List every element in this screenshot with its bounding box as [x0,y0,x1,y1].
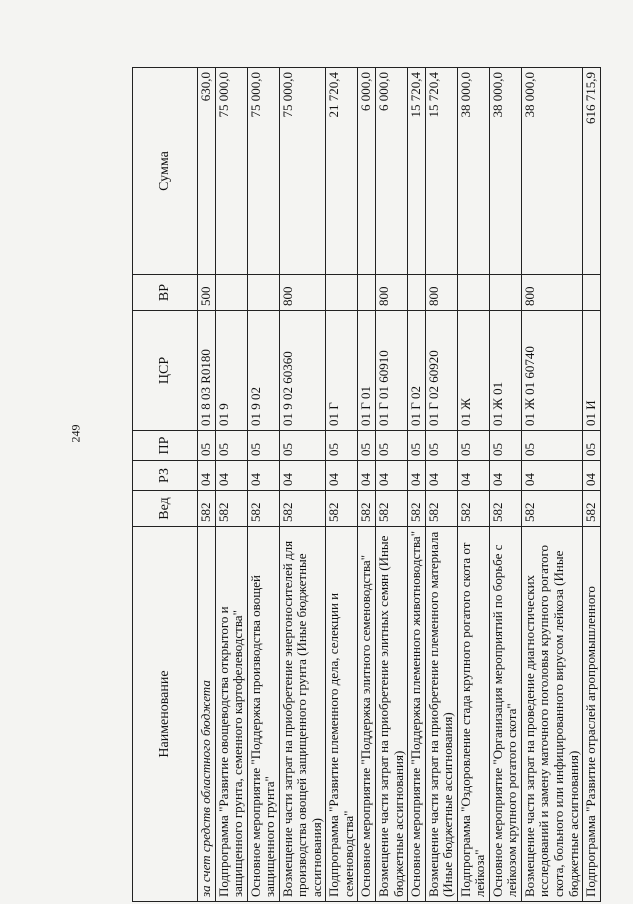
cell-csr: 01 Ж 01 [489,311,521,431]
table-row [408,68,426,902]
table-body [198,68,601,902]
cell-rz: 04 [279,461,326,491]
cell-pr: 05 [279,431,326,461]
cell-sum: 75 000,0 [279,68,326,275]
cell-pr: 05 [326,431,358,461]
cell-csr: 01 Ж 01 60740 [521,311,582,431]
column-header-csr: ЦСР [133,311,198,431]
cell-sum: 616 715,9 [583,68,601,275]
cell-sum: 15 720,4 [425,68,457,275]
column-header-rz: РЗ [133,461,198,491]
cell-vr [408,275,426,311]
cell-csr: 01 8 03 R0180 [198,311,216,431]
cell-ved: 582 [425,491,457,527]
cell-pr: 05 [425,431,457,461]
cell-vr: 800 [279,275,326,311]
table-row [247,68,279,902]
cell-name: Возмещение части затрат на приобретение элитных семян (Иные бюджетные ассигнования) [376,527,408,902]
budget-table-sheet [132,68,612,902]
cell-name: Основное мероприятие "Поддержка производства овощей защищенного грунта" [247,527,279,902]
cell-sum: 38 000,0 [489,68,521,275]
cell-ved: 582 [247,491,279,527]
cell-pr: 05 [198,431,216,461]
cell-vr: 500 [198,275,216,311]
cell-pr: 05 [521,431,582,461]
cell-rz: 04 [457,461,489,491]
cell-pr: 05 [358,431,376,461]
cell-ved: 582 [376,491,408,527]
table-row [279,68,326,902]
cell-name: Возмещение части затрат на приобретение энергоносителей для производства овощей защищенного грунта (Иные бюджетные ассигнования) [279,527,326,902]
cell-sum: 6 000,0 [358,68,376,275]
page-number: 249 [68,424,83,443]
cell-sum: 630,0 [198,68,216,275]
column-header-ved: Вед [133,491,198,527]
cell-csr: 01 9 02 [247,311,279,431]
table-row [457,68,489,902]
cell-pr: 05 [247,431,279,461]
table-row [358,68,376,902]
cell-name: Подпрограмма "Развитие овощеводства открытого и защищенного грунта, семенного картофелеводства" [215,527,247,902]
cell-pr: 05 [408,431,426,461]
table-row [489,68,521,902]
cell-rz: 04 [358,461,376,491]
cell-csr: 01 И [583,311,601,431]
table-row [521,68,582,902]
cell-vr [489,275,521,311]
cell-vr: 800 [425,275,457,311]
cell-sum: 38 000,0 [457,68,489,275]
cell-csr: 01 Г 01 60910 [376,311,408,431]
table-row [425,68,457,902]
budget-table [132,67,601,902]
cell-vr [326,275,358,311]
cell-name: Подпрограмма "Оздоровление стада крупного рогатого скота от лейкоза" [457,527,489,902]
cell-name: Подпрограмма "Развитие племенного дела, селекции и семеноводства" [326,527,358,902]
cell-ved: 582 [583,491,601,527]
cell-ved: 582 [215,491,247,527]
cell-name: за счет средств областного бюджета [198,527,216,902]
cell-vr [358,275,376,311]
column-header-vr: ВР [133,275,198,311]
cell-ved: 582 [489,491,521,527]
cell-sum: 15 720,4 [408,68,426,275]
cell-name: Основное мероприятие "Поддержка элитного семеноводства" [358,527,376,902]
cell-rz: 04 [326,461,358,491]
cell-ved: 582 [279,491,326,527]
cell-rz: 04 [215,461,247,491]
cell-rz: 04 [247,461,279,491]
cell-pr: 05 [376,431,408,461]
table-row [326,68,358,902]
table-row [376,68,408,902]
cell-ved: 582 [457,491,489,527]
cell-name: Подпрограмма "Развитие отраслей агропромышленного [583,527,601,902]
cell-ved: 582 [198,491,216,527]
cell-rz: 04 [489,461,521,491]
cell-csr: 01 9 [215,311,247,431]
cell-sum: 75 000,0 [247,68,279,275]
column-header-name: Наименование [133,527,198,902]
cell-rz: 04 [521,461,582,491]
cell-csr: 01 Г [326,311,358,431]
cell-csr: 01 Г 01 [358,311,376,431]
cell-rz: 04 [376,461,408,491]
cell-vr [457,275,489,311]
column-header-pr: ПР [133,431,198,461]
cell-rz: 04 [425,461,457,491]
cell-csr: 01 Г 02 [408,311,426,431]
cell-pr: 05 [489,431,521,461]
cell-rz: 04 [198,461,216,491]
table-header-row [133,68,198,902]
cell-name: Возмещение части затрат на приобретение племенного материала (Иные бюджетные ассигнования) [425,527,457,902]
cell-pr: 05 [215,431,247,461]
cell-name: Основное мероприятие "Организация мероприятий по борьбе с лейкозом крупного рогатого скота" [489,527,521,902]
cell-name: Основное мероприятие "Поддержка племенного животноводства" [408,527,426,902]
cell-vr: 800 [521,275,582,311]
cell-sum: 21 720,4 [326,68,358,275]
cell-rz: 04 [583,461,601,491]
table-row [583,68,601,902]
cell-csr: 01 Г 02 60920 [425,311,457,431]
cell-pr: 05 [457,431,489,461]
cell-sum: 75 000,0 [215,68,247,275]
cell-vr [247,275,279,311]
cell-name: Возмещение части затрат на проведение диагностических исследований и замену маточного поголовья крупного рогатого скота, больного или инфицированного вирусом лейкоза (Иные бюджетные ассигнования) [521,527,582,902]
table-row [198,68,216,902]
cell-ved: 582 [358,491,376,527]
cell-vr [215,275,247,311]
table-row [215,68,247,902]
column-header-sum: Сумма [133,68,198,275]
cell-vr [583,275,601,311]
cell-pr: 05 [583,431,601,461]
cell-vr: 800 [376,275,408,311]
cell-rz: 04 [408,461,426,491]
cell-csr: 01 Ж [457,311,489,431]
cell-ved: 582 [326,491,358,527]
cell-sum: 6 000,0 [376,68,408,275]
cell-sum: 38 000,0 [521,68,582,275]
cell-ved: 582 [521,491,582,527]
cell-ved: 582 [408,491,426,527]
cell-csr: 01 9 02 60360 [279,311,326,431]
